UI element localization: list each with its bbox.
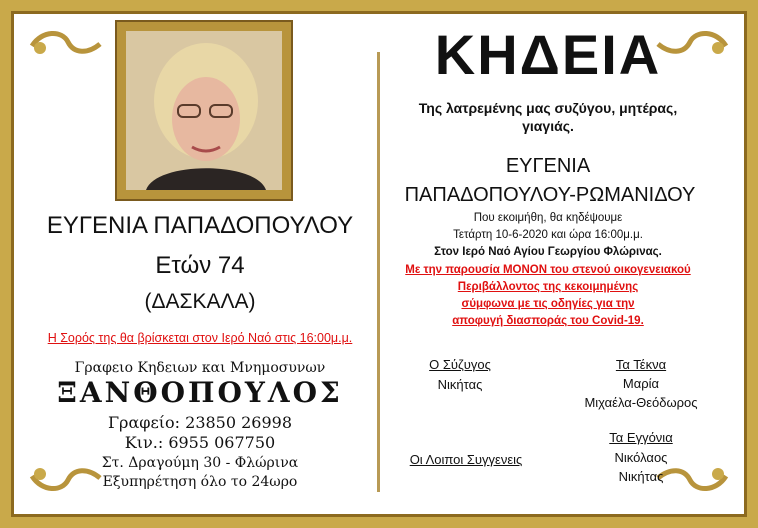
covid-line-2: Περιβάλλοντος της κεκοιμημένης (457, 281, 639, 293)
agency-line: Γραφειο Κηδειων και Μνημοσυνων (74, 360, 326, 376)
child-2: Μιχαέλα-Θεόδωρος (584, 395, 698, 410)
info-line-2: Τετάρτη 10-6-2020 και ώρα 16:00μ.μ. (453, 229, 643, 241)
agency-name: ΞΑΝΘΟΠΟΥΛΟΣ (57, 376, 343, 409)
intro-line-2: γιαγιάς. (522, 118, 574, 134)
portrait-photo (126, 31, 282, 190)
profession-label: (ΔΑΣΚΑΛΑ) (144, 290, 256, 313)
info-line-3: Στον Ιερό Ναό Αγίου Γεωργίου Φλώρινας. (434, 246, 662, 258)
portrait-frame (117, 22, 291, 199)
office-phone: Γραφείο: 23850 26998 (107, 413, 293, 432)
deceased-name: ΕΥΓΕΝΙΑ ΠΑΠΑΔΟΠΟΥΛΟΥ (46, 212, 354, 239)
name-line-1: ΕΥΓΕΝΙΑ (505, 155, 591, 177)
children-title: Τα Τέκνα (615, 357, 667, 372)
grandchildren-title: Τα Εγγόνια (609, 430, 673, 445)
age-label: Ετών 74 (155, 252, 245, 279)
top-left-ornament-icon (28, 26, 104, 60)
relatives-title: Οι Λοιποι Συγγενεις (409, 452, 523, 467)
child-1: Μαρία (622, 376, 660, 391)
spouse-name: Νικήτας (437, 377, 483, 392)
heading: ΚΗΔΕΙΑ (434, 23, 662, 86)
grandchild-1: Νικόλαος (614, 450, 668, 465)
agency-address: Στ. Δραγούμη 30 - Φλώρινα (101, 455, 299, 471)
covid-line-1: Με την παρουσία ΜΟΝΟΝ του στενού οικογενειακού (405, 264, 691, 276)
intro-line-1: Της λατρεμένης μας συζύγου, μητέρας, (418, 100, 678, 116)
covid-line-3: σύμφωνα με τις οδηγίες για την (461, 298, 635, 310)
spouse-title: Ο Σύζυγος (429, 357, 491, 372)
covid-line-4: αποφυγή διασποράς του Covid-19. (452, 315, 644, 327)
viewing-notice: Η Σορός της θα βρίσκεται στον Ιερό Ναό στις 16:00μ.μ. (47, 331, 353, 345)
info-line-1: Που εκοιμήθη, θα κηδέψουμε (473, 212, 623, 224)
mobile-phone: Κιν.: 6955 067750 (124, 433, 276, 452)
service-hours: Εξυπηρέτηση όλο το 24ωρο (102, 474, 298, 490)
name-line-2: ΠΑΠΑΔΟΠΟΥΛΟΥ-ΡΩΜΑΝΙΔΟΥ (404, 184, 696, 206)
grandchild-2: Νικήτας (618, 469, 664, 484)
